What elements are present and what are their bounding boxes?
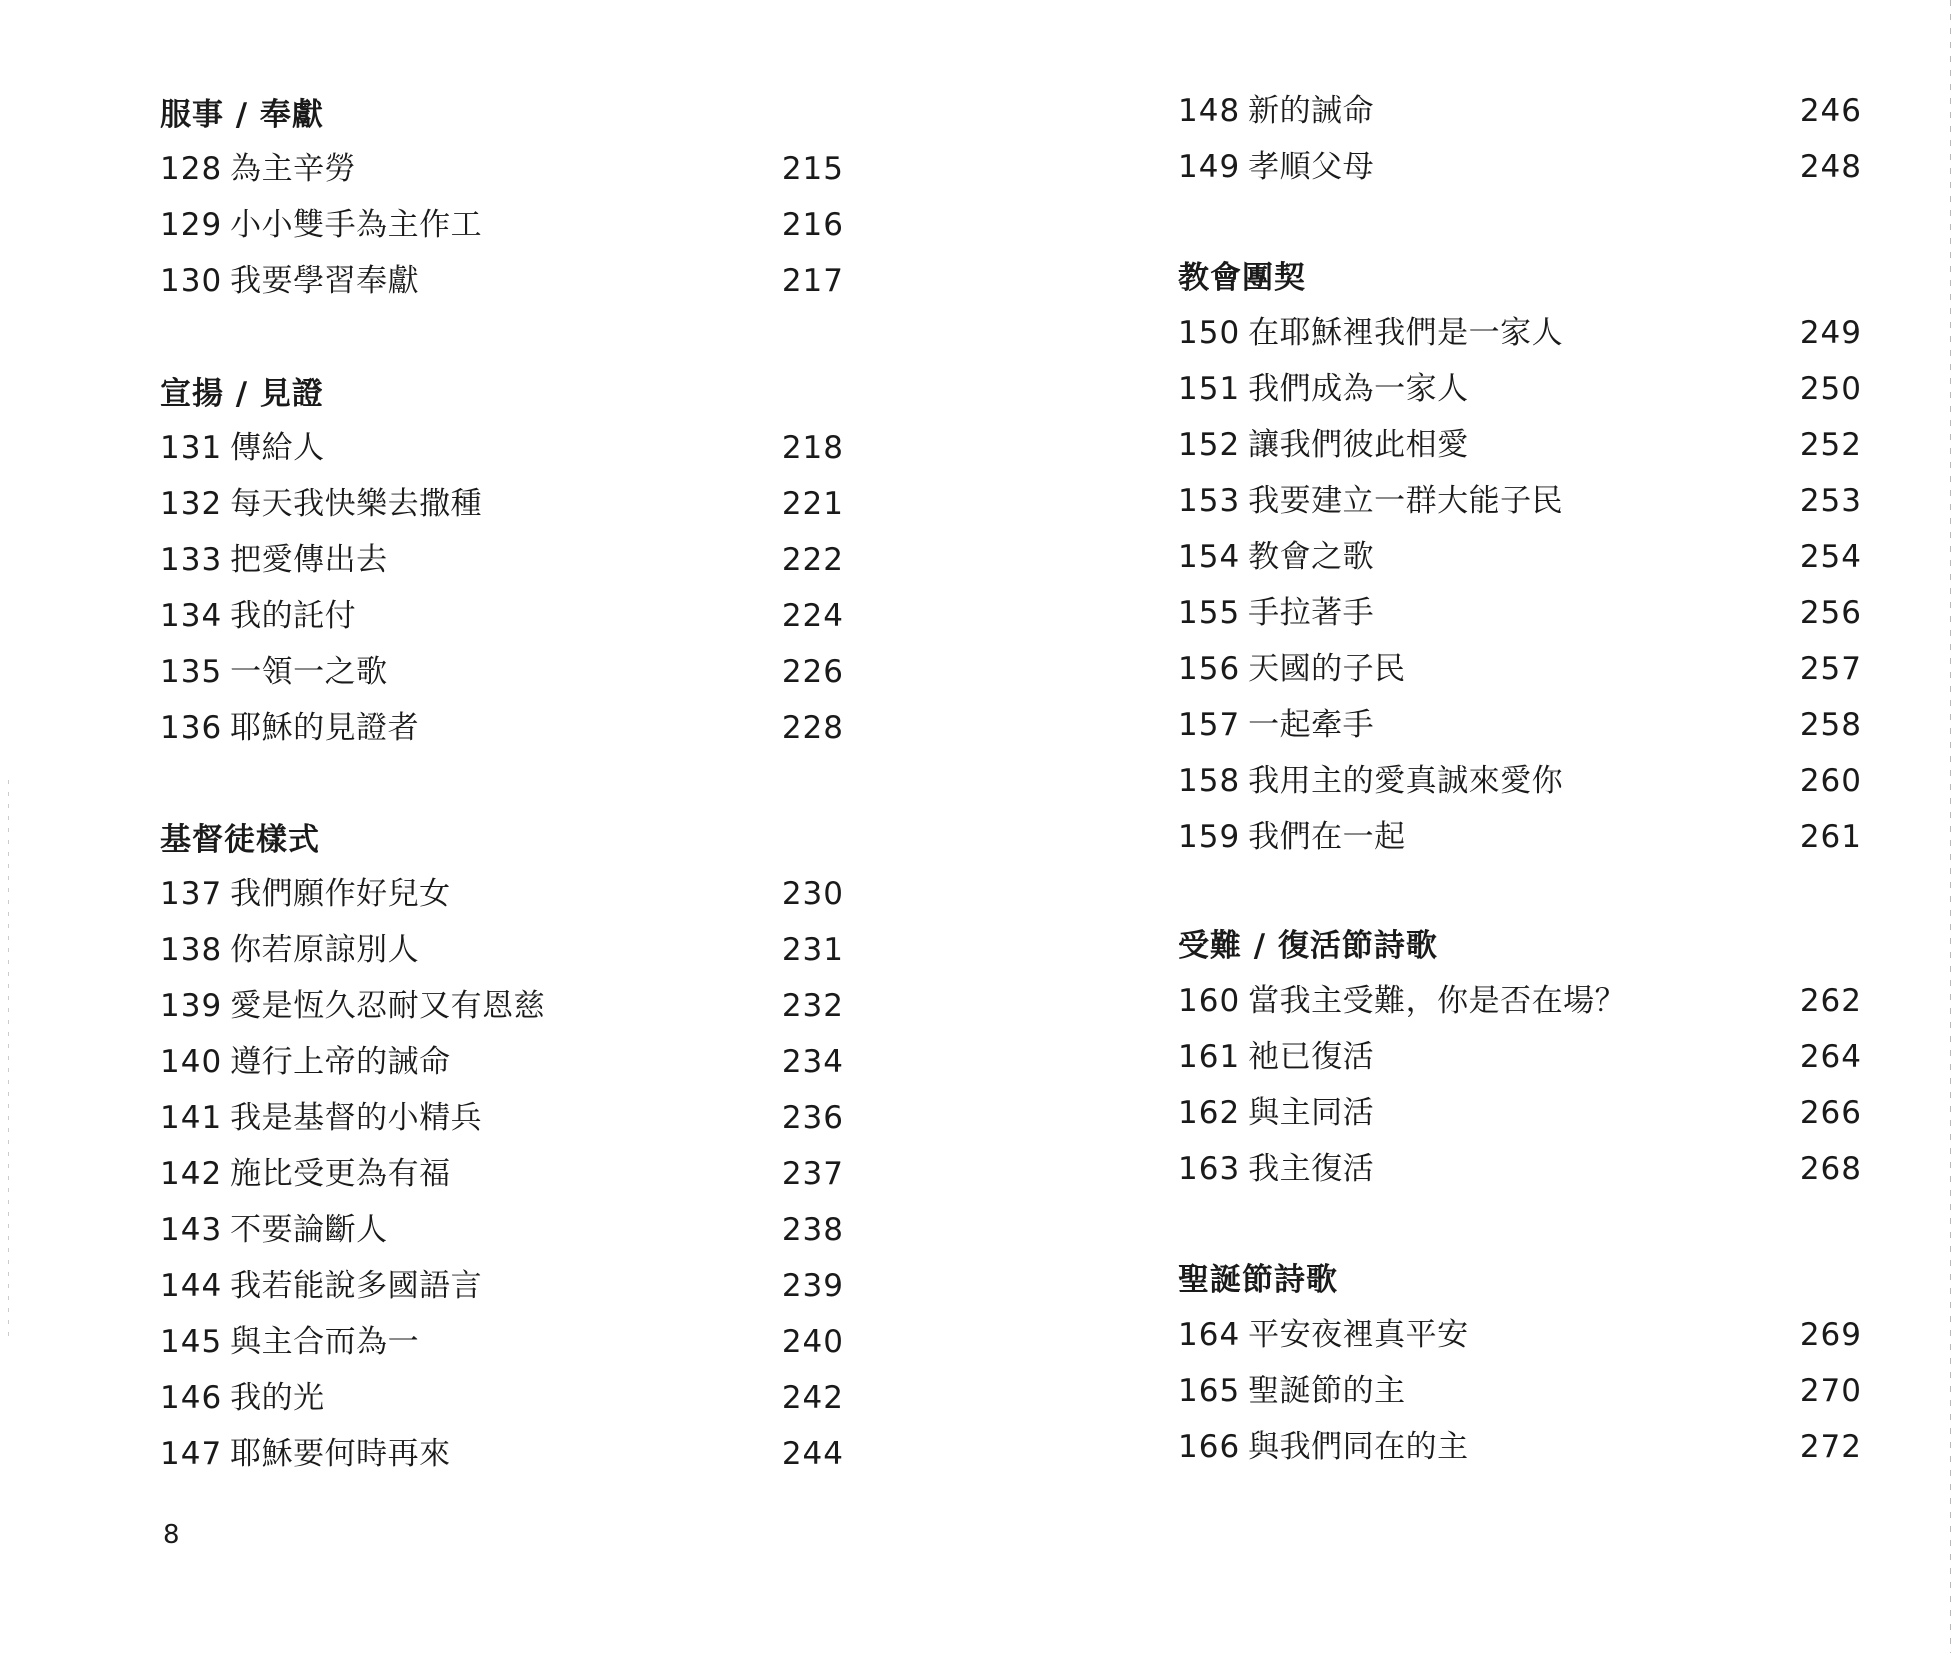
toc-entry[interactable] xyxy=(160,1318,844,1366)
toc-entry[interactable] xyxy=(160,1094,844,1142)
entry-number: 130 xyxy=(160,263,223,299)
section-title-witness: 宣揚 / 見證 xyxy=(160,376,324,412)
entry-number: 136 xyxy=(160,710,223,746)
entry-title: 我的託付 xyxy=(230,598,357,634)
entry-page: 244 xyxy=(781,1436,844,1472)
entry-number: 148 xyxy=(1178,93,1241,129)
entry-number: 166 xyxy=(1178,1429,1241,1465)
toc-entry[interactable] xyxy=(160,870,844,918)
entry-page: 266 xyxy=(1799,1095,1862,1131)
toc-entry[interactable] xyxy=(1178,701,1862,749)
toc-entry[interactable] xyxy=(1178,1145,1862,1193)
entry-title: 施比受更為有福 xyxy=(230,1156,451,1192)
entry-page: 236 xyxy=(781,1100,844,1136)
toc-entry[interactable] xyxy=(1178,589,1862,637)
entry-title: 愛是恆久忍耐又有恩慈 xyxy=(230,988,546,1024)
scan-edge-left xyxy=(8,780,9,1340)
entry-page: 250 xyxy=(1799,371,1862,407)
entry-page: 257 xyxy=(1799,651,1862,687)
entry-title: 手拉著手 xyxy=(1248,595,1375,631)
entry-page: 256 xyxy=(1799,595,1862,631)
entry-title: 我們願作好兒女 xyxy=(230,876,451,912)
entry-number: 164 xyxy=(1178,1317,1241,1353)
entry-title: 平安夜裡真平安 xyxy=(1248,1317,1469,1353)
toc-entry[interactable] xyxy=(1178,87,1862,135)
entry-number: 142 xyxy=(160,1156,223,1192)
entry-title: 天國的子民 xyxy=(1248,651,1406,687)
toc-entry[interactable] xyxy=(160,926,844,974)
entry-page: 230 xyxy=(781,876,844,912)
toc-entry[interactable] xyxy=(160,536,844,584)
entry-page: 272 xyxy=(1799,1429,1862,1465)
entry-number: 143 xyxy=(160,1212,223,1248)
toc-entry[interactable] xyxy=(1178,1367,1862,1415)
entry-title: 一起牽手 xyxy=(1248,707,1375,743)
entry-number: 141 xyxy=(160,1100,223,1136)
toc-entry[interactable] xyxy=(1178,977,1862,1025)
entry-page: 238 xyxy=(781,1212,844,1248)
entry-number: 134 xyxy=(160,598,223,634)
toc-entry[interactable] xyxy=(1178,533,1862,581)
toc-entry[interactable] xyxy=(160,145,844,193)
entry-number: 146 xyxy=(160,1380,223,1416)
entry-number: 129 xyxy=(160,207,223,243)
entry-number: 157 xyxy=(1178,707,1241,743)
entry-number: 138 xyxy=(160,932,223,968)
entry-number: 139 xyxy=(160,988,223,1024)
toc-entry[interactable] xyxy=(160,1262,844,1310)
entry-page: 253 xyxy=(1799,483,1862,519)
entry-page: 252 xyxy=(1799,427,1862,463)
entry-page: 260 xyxy=(1799,763,1862,799)
toc-entry[interactable] xyxy=(1178,645,1862,693)
entry-number: 150 xyxy=(1178,315,1241,351)
toc-entry[interactable] xyxy=(160,480,844,528)
entry-title: 與主合而為一 xyxy=(230,1324,420,1360)
section-title-christian-life: 基督徒樣式 xyxy=(160,822,320,858)
entry-page: 221 xyxy=(781,486,844,522)
toc-entry[interactable] xyxy=(160,257,844,305)
entry-number: 131 xyxy=(160,430,223,466)
entry-page: 240 xyxy=(781,1324,844,1360)
entry-title: 祂已復活 xyxy=(1248,1039,1375,1075)
entry-title: 為主辛勞 xyxy=(230,151,357,187)
entry-title: 我要學習奉獻 xyxy=(230,263,420,299)
section-title-easter: 受難 / 復活節詩歌 xyxy=(1178,928,1438,964)
entry-page: 222 xyxy=(781,542,844,578)
toc-entry[interactable] xyxy=(1178,1033,1862,1081)
entry-title: 我若能說多國語言 xyxy=(230,1268,483,1304)
toc-entry[interactable] xyxy=(160,704,844,752)
entry-number: 160 xyxy=(1178,983,1241,1019)
entry-page: 217 xyxy=(781,263,844,299)
entry-number: 137 xyxy=(160,876,223,912)
entry-title: 與主同活 xyxy=(1248,1095,1375,1131)
entry-title: 不要論斷人 xyxy=(230,1212,388,1248)
entry-page: 224 xyxy=(781,598,844,634)
entry-title: 我要建立一群大能子民 xyxy=(1248,483,1564,519)
entry-number: 132 xyxy=(160,486,223,522)
toc-entry[interactable] xyxy=(160,1038,844,1086)
toc-entry[interactable] xyxy=(160,982,844,1030)
entry-number: 165 xyxy=(1178,1373,1241,1409)
entry-page: 258 xyxy=(1799,707,1862,743)
entry-number: 159 xyxy=(1178,819,1241,855)
toc-entry[interactable] xyxy=(160,1374,844,1422)
entry-page: 254 xyxy=(1799,539,1862,575)
entry-page: 218 xyxy=(781,430,844,466)
entry-number: 128 xyxy=(160,151,223,187)
entry-title: 我是基督的小精兵 xyxy=(230,1100,483,1136)
section-title-service-offering: 服事 / 奉獻 xyxy=(160,97,324,133)
entry-number: 147 xyxy=(160,1436,223,1472)
entry-title: 耶穌的見證者 xyxy=(230,710,420,746)
toc-entry[interactable] xyxy=(1178,143,1862,191)
entry-title: 小小雙手為主作工 xyxy=(230,207,483,243)
entry-number: 135 xyxy=(160,654,223,690)
entry-title: 在耶穌裡我們是一家人 xyxy=(1248,315,1564,351)
entry-page: 264 xyxy=(1799,1039,1862,1075)
entry-number: 156 xyxy=(1178,651,1241,687)
entry-title: 教會之歌 xyxy=(1248,539,1375,575)
toc-entry[interactable] xyxy=(1178,1423,1862,1471)
entry-title: 我主復活 xyxy=(1248,1151,1375,1187)
entry-title: 我的光 xyxy=(230,1380,325,1416)
entry-page: 269 xyxy=(1799,1317,1862,1353)
entry-number: 149 xyxy=(1178,149,1241,185)
entry-page: 262 xyxy=(1799,983,1862,1019)
entry-page: 248 xyxy=(1799,149,1862,185)
entry-page: 216 xyxy=(781,207,844,243)
entry-title: 把愛傳出去 xyxy=(230,542,388,578)
entry-page: 232 xyxy=(781,988,844,1024)
entry-page: 242 xyxy=(781,1380,844,1416)
entry-title: 聖誕節的主 xyxy=(1248,1373,1406,1409)
page-number: 8 xyxy=(163,1520,180,1550)
entry-title: 我們成為一家人 xyxy=(1248,371,1469,407)
entry-page: 268 xyxy=(1799,1151,1862,1187)
entry-number: 161 xyxy=(1178,1039,1241,1075)
entry-title: 我們在一起 xyxy=(1248,819,1406,855)
entry-number: 151 xyxy=(1178,371,1241,407)
entry-page: 234 xyxy=(781,1044,844,1080)
toc-entry[interactable] xyxy=(160,424,844,472)
toc-entry[interactable] xyxy=(1178,477,1862,525)
toc-entry[interactable] xyxy=(160,1206,844,1254)
entry-number: 144 xyxy=(160,1268,223,1304)
entry-page: 226 xyxy=(781,654,844,690)
toc-entry[interactable] xyxy=(1178,421,1862,469)
entry-page: 237 xyxy=(781,1156,844,1192)
entry-page: 215 xyxy=(781,151,844,187)
entry-page: 261 xyxy=(1799,819,1862,855)
entry-page: 246 xyxy=(1799,93,1862,129)
toc-entry[interactable] xyxy=(160,648,844,696)
entry-number: 140 xyxy=(160,1044,223,1080)
entry-title: 新的誡命 xyxy=(1248,93,1375,129)
section-title-fellowship: 教會團契 xyxy=(1178,260,1306,296)
entry-title: 我用主的愛真誠來愛你 xyxy=(1248,763,1564,799)
entry-title: 一領一之歌 xyxy=(230,654,388,690)
entry-title: 讓我們彼此相愛 xyxy=(1248,427,1469,463)
entry-title: 傳給人 xyxy=(230,430,325,466)
toc-entry[interactable] xyxy=(160,592,844,640)
entry-title: 耶穌要何時再來 xyxy=(230,1436,451,1472)
entry-number: 158 xyxy=(1178,763,1241,799)
toc-entry[interactable] xyxy=(1178,1089,1862,1137)
entry-page: 270 xyxy=(1799,1373,1862,1409)
entry-number: 162 xyxy=(1178,1095,1241,1131)
entry-number: 152 xyxy=(1178,427,1241,463)
section-title-christmas: 聖誕節詩歌 xyxy=(1178,1262,1338,1298)
entry-page: 249 xyxy=(1799,315,1862,351)
toc-entry[interactable] xyxy=(1178,309,1862,357)
toc-entry[interactable] xyxy=(1178,365,1862,413)
entry-title: 當我主受難，你是否在場？ xyxy=(1248,983,1627,1019)
entry-number: 153 xyxy=(1178,483,1241,519)
entry-number: 155 xyxy=(1178,595,1241,631)
entry-number: 133 xyxy=(160,542,223,578)
entry-number: 154 xyxy=(1178,539,1241,575)
entry-page: 231 xyxy=(781,932,844,968)
toc-entry[interactable] xyxy=(160,201,844,249)
entry-title: 你若原諒別人 xyxy=(230,932,420,968)
entry-number: 163 xyxy=(1178,1151,1241,1187)
toc-entry[interactable] xyxy=(160,1430,844,1478)
entry-number: 145 xyxy=(160,1324,223,1360)
toc-entry[interactable] xyxy=(1178,757,1862,805)
entry-title: 與我們同在的主 xyxy=(1248,1429,1469,1465)
entry-title: 每天我快樂去撒種 xyxy=(230,486,483,522)
entry-title: 遵行上帝的誡命 xyxy=(230,1044,451,1080)
entry-title: 孝順父母 xyxy=(1248,149,1375,185)
entry-page: 239 xyxy=(781,1268,844,1304)
scan-edge-right xyxy=(1950,0,1951,1653)
toc-entry[interactable] xyxy=(1178,813,1862,861)
toc-entry[interactable] xyxy=(160,1150,844,1198)
toc-entry[interactable] xyxy=(1178,1311,1862,1359)
entry-page: 228 xyxy=(781,710,844,746)
